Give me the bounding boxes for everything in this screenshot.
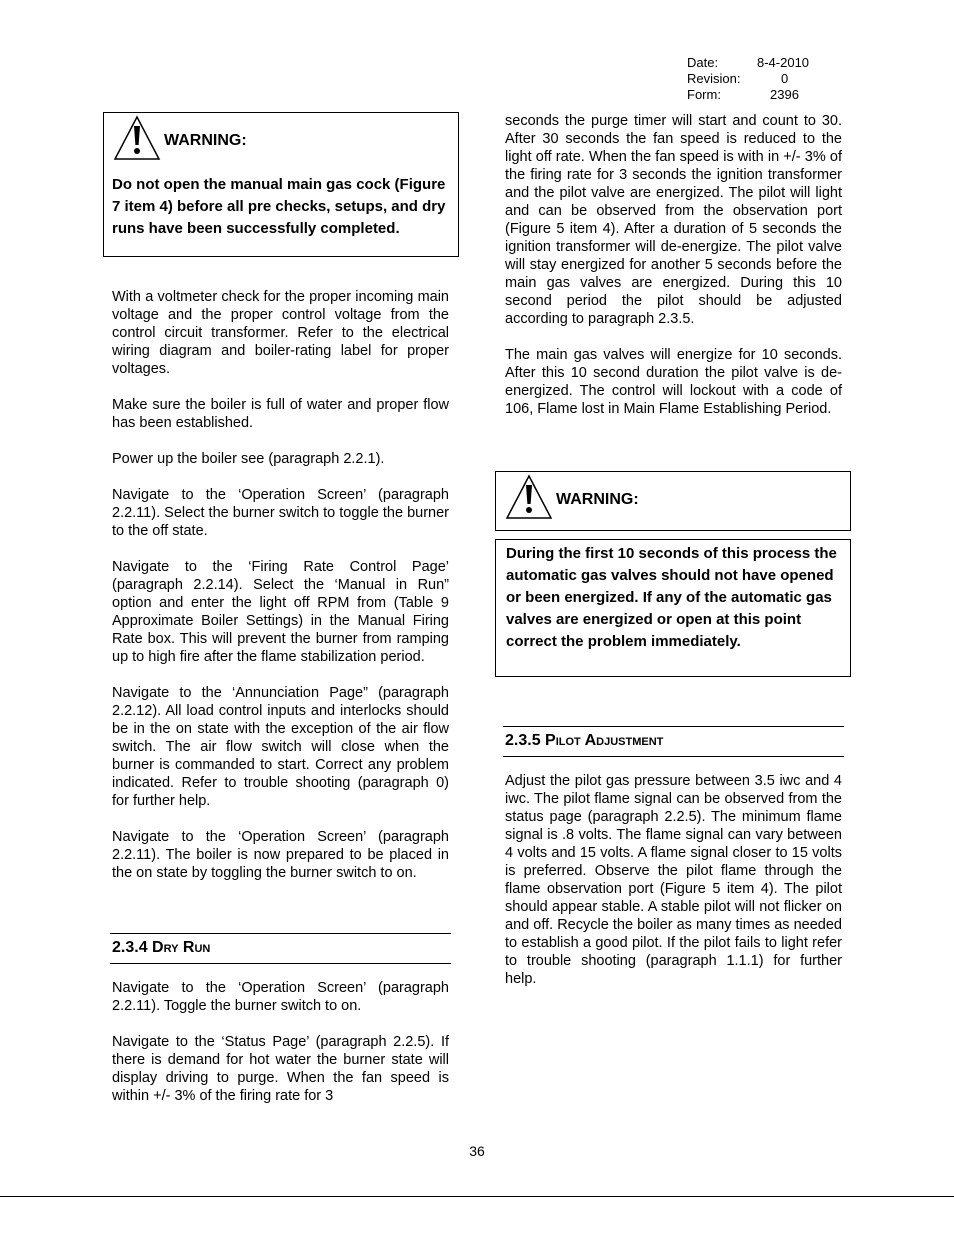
paragraph-operation-screen-off: Navigate to the ‘Operation Screen’ (paragraph 2.2.11). Select the burner switch to toggle the burner to the off state. xyxy=(112,487,449,539)
revision-value: 0 xyxy=(781,71,789,86)
warning-header xyxy=(504,474,842,525)
warning-title: WARNING: xyxy=(164,131,247,149)
paragraph-purge-timer: seconds the purge timer will start and count to 30. After 30 seconds the fan speed is reduced to the light off rate. When the fan speed is with in +/- 3% of the firing rate for 3 seconds the ignition transformer and the pilot valve are energized. The pilot will light and can be observed from the observation port (Figure 5 item 4). After a duration of 5 seconds the ignition transformer will de-energize. The pilot valve will stay energized for another 5 seconds before the main gas valves are energized. During this 10 second period the pilot should be adjusted according to paragraph 2.3.5. xyxy=(505,113,842,327)
date-label: Date: xyxy=(687,55,719,70)
warning-header xyxy=(112,115,450,166)
date-value: 8-4-2010 xyxy=(757,55,810,70)
form-value: 2396 xyxy=(770,87,799,102)
paragraph-toggle-burner: Navigate to the ‘Operation Screen’ (paragraph 2.2.11). Toggle the burner switch to on. xyxy=(112,980,449,1014)
section-heading-pilot-adjustment xyxy=(503,726,844,757)
paragraph-main-gas-valves: The main gas valves will energize for 10 seconds. After this 10 second duration the pilot valve is de-energized. The control will lockout with a code of 106, Flame lost in Main Flame Establishing Period. xyxy=(505,347,842,417)
warning-box-automatic-gas-valves-body xyxy=(495,539,851,677)
warning-box-automatic-gas-valves-header xyxy=(495,471,851,531)
warning-text: Do not open the manual main gas cock (Figure 7 item 4) before all pre checks, setups, and dry runs have been successfully completed. xyxy=(112,176,446,237)
section-heading-dry-run xyxy=(110,933,451,964)
form-label: Form: xyxy=(687,87,721,102)
section-title: Dry Run xyxy=(152,939,211,956)
section-number: 2.3.4 xyxy=(112,939,148,956)
paragraph-annunciation: Navigate to the ‘Annunciation Page” (paragraph 2.2.12). All load control inputs and interlocks should be in the on state with the exception of the air flow switch. The air flow switch will close when the burner is commanded to start. Correct any problem indicated. Refer to trouble shooting (paragraph 0) for further help. xyxy=(112,685,449,809)
paragraph-pilot-adjustment: Adjust the pilot gas pressure between 3.5 iwc and 4 iwc. The pilot flame signal can be observed from the status page (paragraph 2.2.5). The minimum flame signal is .8 volts. The flame signal can vary between 4 volts and 15 volts. A flame signal closer to 15 volts is preferred. Observe the pilot flame through the flame observation port (Figure 5 item 4). The pilot should appear stable. A stable pilot will not flicker on and off. Recycle the boiler as many times as needed to establish a good pilot. If the pilot fails to light refer to trouble shooting (paragraph 1.1.1) for further help. xyxy=(505,773,842,987)
left-column xyxy=(112,288,449,900)
page-number: 36 xyxy=(469,1143,485,1159)
paragraph-status-page: Navigate to the ‘Status Page’ (paragraph 2.2.5). If there is demand for hot water the burner state will display driving to purge. When the fan speed is within +/- 3% of the firing rate for 3 xyxy=(112,1034,449,1104)
paragraph-voltmeter: With a voltmeter check for the proper incoming main voltage and the proper control voltage from the control circuit transformer. Refer to the electrical wiring diagram and boiler-rating label for proper voltages. xyxy=(112,289,449,377)
paragraph-power-up: Power up the boiler see (paragraph 2.2.1). xyxy=(112,451,385,467)
warning-box-manual-gas-cock xyxy=(103,112,459,257)
warning-exclamation-icon xyxy=(504,474,554,525)
footer-rule xyxy=(0,1196,954,1197)
warning-text: During the first 10 seconds of this process the automatic gas valves should not have opened or been energized. If any of the automatic gas valves are energized or open at this point correct the problem immediately. xyxy=(506,545,837,650)
section-title: Pilot Adjustment xyxy=(545,732,664,749)
warning-title: WARNING: xyxy=(556,490,639,508)
section-number: 2.3.5 xyxy=(505,732,541,749)
paragraph-firing-rate: Navigate to the ‘Firing Rate Control Page’ (paragraph 2.2.14). Select the ‘Manual in Run” option and enter the light off RPM from (Table 9 Approximate Boiler Settings) in the Manual Firing Rate box. This will prevent the burner from ramping up to high fire after the flame stabilization period. xyxy=(112,559,449,665)
dry-run-body xyxy=(112,979,449,1123)
pilot-adjustment-body xyxy=(505,772,842,1006)
right-column xyxy=(505,112,842,436)
revision-label: Revision: xyxy=(687,71,741,86)
warning-exclamation-icon xyxy=(112,115,162,166)
paragraph-operation-screen-on: Navigate to the ‘Operation Screen’ (paragraph 2.2.11). The boiler is now prepared to be placed in the on state by toggling the burner switch to on. xyxy=(112,829,449,881)
paragraph-water-flow: Make sure the boiler is full of water and proper flow has been established. xyxy=(112,397,449,431)
